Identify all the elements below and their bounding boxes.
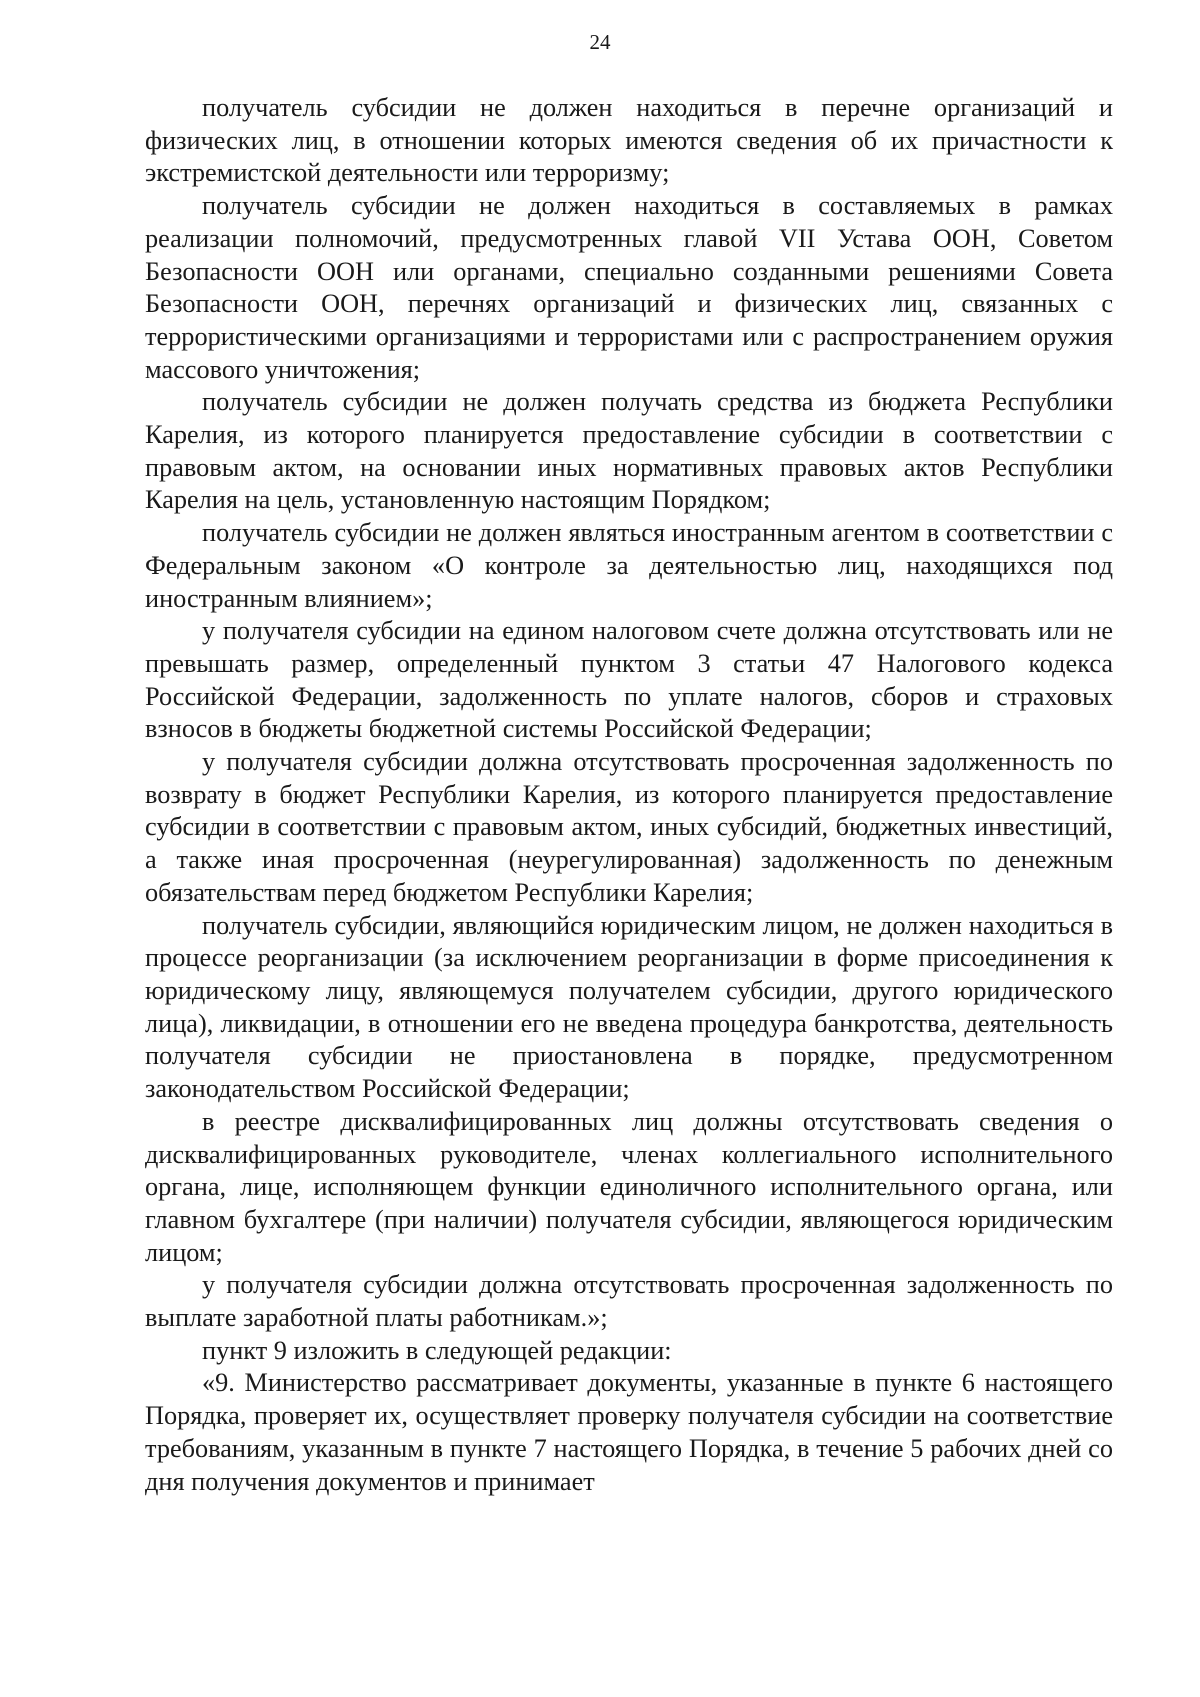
- paragraph-tax-debt: у получателя субсидии на едином налоговом счете должна отсутствовать или не превышать размер, определенный пунктом 3 статьи 47 Налогового кодекса Российской Федерации, задолженность по уплате налогов, сборов и страховых взносов в бюджеты бюджетной системы Российской Федерации;: [145, 616, 1113, 744]
- paragraph-disqualified-persons: в реестре дисквалифицированных лиц должны отсутствовать сведения о дисквалифицированных руководителе, членах коллегиального исполнительного органа, лице, исполняющем функции единоличного исполнительного органа, или главном бухгалтере (при наличии) получателя субсидии, являющегося юридическим лицом;: [145, 1106, 1113, 1267]
- document-body: [145, 92, 1113, 1498]
- paragraph-overdue-debt: у получателя субсидии должна отсутствовать просроченная задолженность по возврату в бюджет Республики Карелия, из которого планируется предоставление субсидии в соответствии с правовым актом, иных субсидий, бюджетных инвестиций, а также иная просроченная (неурегулированная) задолженность по денежным обязательствам перед бюджетом Республики Карелия;: [145, 747, 1113, 907]
- paragraph-reorganization: получатель субсидии, являющийся юридическим лицом, не должен находиться в процессе реорганизации (за исключением реорганизации в форме присоединения к юридическому лицу, являющемуся получателем субсидии, другого юридического лица), ликвидации, в отношении его не введена процедура банкротства, деятельность получателя субсидии не приостановлена в порядке, предусмотренном законодательством Российской Федерации;: [145, 910, 1113, 1104]
- paragraph-un-sanctions-list: получатель субсидии не должен находиться в составляемых в рамках реализации полномочий, предусмотренных главой VII Устава ООН, Советом Безопасности ООН или органами, специально созданными решениями Совета Безопасности ООН, перечнях организаций и физических лиц, связанных с террористическими организациями и террористами или с распространением оружия массового уничтожения;: [145, 191, 1113, 384]
- paragraph-extremism-list: получатель субсидии не должен находиться в перечне организаций и физических лиц, в отношении которых имеются сведения об их причастности к экстремистской деятельности или терроризму;: [145, 93, 1113, 188]
- paragraph-foreign-agent: получатель субсидии не должен являться иностранным агентом в соответствии с Федеральным законом «О контроле за деятельностью лиц, находящихся под иностранным влиянием»;: [145, 518, 1113, 613]
- paragraph-wage-arrears: у получателя субсидии должна отсутствовать просроченная задолженность по выплате заработной платы работникам.»;: [145, 1270, 1113, 1333]
- paragraph-budget-funds: получатель субсидии не должен получать средства из бюджета Республики Карелия, из которого планируется предоставление субсидии в соответствии с правовым актом, на основании иных нормативных правовых актов Республики Карелия на цель, установленную настоящим Порядком;: [145, 387, 1113, 515]
- paragraph-point-9-text: «9. Министерство рассматривает документы, указанные в пункте 6 настоящего Порядка, проверяет их, осуществляет проверку получателя субсидии на соответствие требованиям, указанным в пункте 7 настоящего Порядка, в течение 5 рабочих дней со дня получения документов и принимает: [145, 1368, 1113, 1496]
- page-number: 24: [589, 30, 611, 54]
- paragraph-point-9-intro: пункт 9 изложить в следующей редакции:: [202, 1335, 672, 1365]
